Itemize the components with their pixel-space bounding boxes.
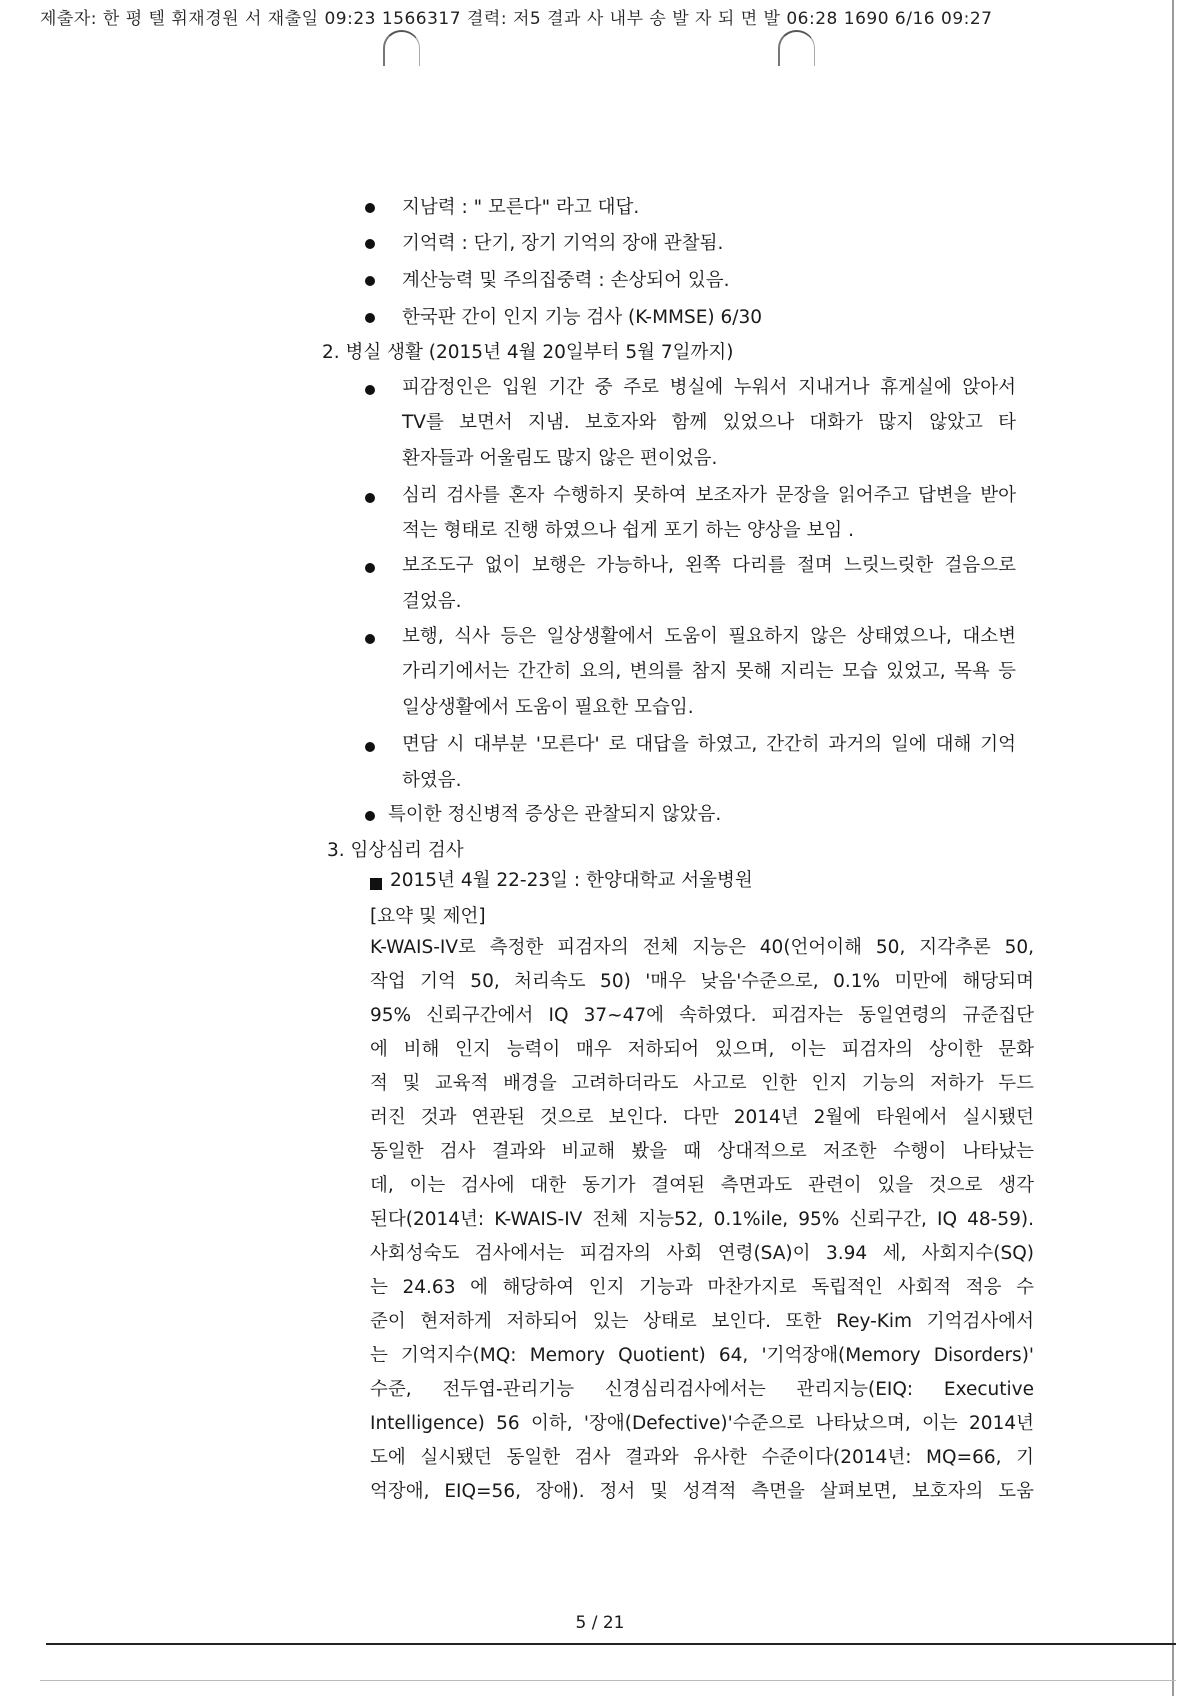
list-item: 계산능력 및 주의집중력 : 손상되어 있음. xyxy=(402,270,730,291)
paragraph-line: 는 24.63 에 해당하여 인지 기능과 마찬가지로 독립적인 사회적 적응 수 xyxy=(370,1277,1034,1298)
paragraph-line: 에 비해 인지 능력이 매우 저하되어 있으며, 이는 피검자의 상이한 문화 xyxy=(370,1039,1034,1060)
paragraph-line: 도에 실시됐던 동일한 검사 결과와 유사한 수준이다(2014년: MQ=66, 기 xyxy=(370,1447,1034,1468)
bullet-icon xyxy=(365,493,375,503)
paragraph-line: K-WAIS-IV로 측정한 피검자의 전체 지능은 40(언어이해 50, 지각추론 50, xyxy=(370,937,1034,958)
list-item: 가리기에서는 간간히 요의, 변의를 참지 못해 지리는 모습 있었고, 목욕 등 xyxy=(402,661,1016,682)
paragraph-line: 수준, 전두엽-관리기능 신경심리검사에서는 관리지능(EIQ: Executive xyxy=(370,1379,1034,1400)
footer-rule xyxy=(46,1643,1176,1645)
paragraph-line: 사회성숙도 검사에서는 피검자의 사회 연령(SA)이 3.94 세, 사회지수(SQ) xyxy=(370,1243,1034,1264)
hole-punch-mark xyxy=(383,30,420,66)
list-item: 심리 검사를 혼자 수행하지 못하여 보조자가 문장을 읽어주고 답변을 받아 xyxy=(402,485,1016,506)
hole-punch-mark xyxy=(778,30,815,66)
paragraph-line: 된다(2014년: K-WAIS-IV 전체 지능52, 0.1%ile, 95% 신뢰구간, IQ 48-59). xyxy=(370,1209,1034,1230)
bullet-icon xyxy=(365,811,375,821)
list-item: 한국판 간이 인지 기능 검사 (K-MMSE) 6/30 xyxy=(402,307,763,328)
list-item: 면담 시 대부분 '모른다' 로 대답을 하였고, 간간히 과거의 일에 대해 기억 xyxy=(402,734,1016,755)
paragraph-line: 95% 신뢰구간에서 IQ 37~47에 속하였다. 피검자는 동일연령의 규준집단 xyxy=(370,1005,1034,1026)
square-bullet-icon xyxy=(370,878,382,890)
list-item: 지남력 : " 모른다" 라고 대답. xyxy=(402,197,640,218)
paragraph-line: 동일한 검사 결과와 비교해 봤을 때 상대적으로 저조한 수행이 나타났는 xyxy=(370,1141,1034,1162)
paragraph-line: 작업 기억 50, 처리속도 50) '매우 낮음'수준으로, 0.1% 미만에 해당되며 xyxy=(370,971,1034,992)
bullet-icon xyxy=(365,203,375,213)
paragraph-line: 준이 현저하게 저하되어 있는 상태로 보인다. 또한 Rey-Kim 기억검사에서 xyxy=(370,1311,1034,1332)
list-item: 적는 형태로 진행 하였으나 쉽게 포기 하는 양상을 보임 . xyxy=(402,520,854,541)
section-heading: 2. 병실 생활 (2015년 4월 20일부터 5월 7일까지) xyxy=(322,342,734,363)
paragraph-line: 러진 것과 연관된 것으로 보인다. 다만 2014년 2월에 타원에서 실시됐던 xyxy=(370,1107,1034,1128)
list-item: 기억력 : 단기, 장기 기억의 장애 관찰됨. xyxy=(402,233,724,254)
list-item: 하였음. xyxy=(402,770,462,791)
list-item: 피감정인은 입원 기간 중 주로 병실에 누워서 지내거나 휴게실에 앉아서 xyxy=(402,377,1016,398)
paragraph-line: Intelligence) 56 이하, '장애(Defective)'수준으로 나타났으며, 이는 2014년 xyxy=(370,1413,1034,1434)
list-item: 특이한 정신병적 증상은 관찰되지 않았음. xyxy=(388,804,722,825)
list-item: 보행, 식사 등은 일상생활에서 도움이 필요하지 않은 상태였으나, 대소변 xyxy=(402,626,1016,647)
page-number: 5 / 21 xyxy=(575,1613,625,1633)
list-item: 환자들과 어울림도 많지 않은 편이었음. xyxy=(402,448,718,469)
bullet-icon xyxy=(365,634,375,644)
bullet-icon xyxy=(365,385,375,395)
bullet-icon xyxy=(365,313,375,323)
bullet-icon xyxy=(365,563,375,573)
section-heading: 3. 임상심리 검사 xyxy=(327,840,464,861)
paragraph-line: 는 기억지수(MQ: Memory Quotient) 64, '기억장애(Memory Disorders)' xyxy=(370,1345,1034,1366)
list-item: 걸었음. xyxy=(402,591,462,612)
paragraph-line: 억장애, EIQ=56, 장애). 정서 및 성격적 측면을 살펴보면, 보호자의 도움 xyxy=(370,1481,1034,1502)
page-edge xyxy=(1172,0,1174,1696)
summary-label: [요약 및 제언] xyxy=(370,906,486,927)
footer-rule xyxy=(40,1680,1176,1681)
bullet-icon xyxy=(365,742,375,752)
bullet-icon xyxy=(365,276,375,286)
fax-header: 제출자: 한 평 텔 휘재경원 서 재출일 09:23 1566317 결력: 저5 결과 사 내부 송 발 자 되 면 발 06:28 1690 6/16 09:27 xyxy=(40,9,993,29)
list-item: 일상생활에서 도움이 필요한 모습임. xyxy=(402,697,694,718)
paragraph-line: 적 및 교육적 배경을 고려하더라도 사고로 인한 인지 기능의 저하가 두드 xyxy=(370,1073,1034,1094)
list-item: 보조도구 없이 보행은 가능하나, 왼쪽 다리를 절며 느릿느릿한 걸음으로 xyxy=(402,555,1016,576)
test-date: 2015년 4월 22-23일 : 한양대학교 서울병원 xyxy=(390,870,753,891)
bullet-icon xyxy=(365,239,375,249)
list-item: TV를 보면서 지냄. 보호자와 함께 있었으나 대화가 많지 않았고 타 xyxy=(402,412,1016,433)
paragraph-line: 데, 이는 검사에 대한 동기가 결여된 측면과도 관련이 있을 것으로 생각 xyxy=(370,1175,1034,1196)
